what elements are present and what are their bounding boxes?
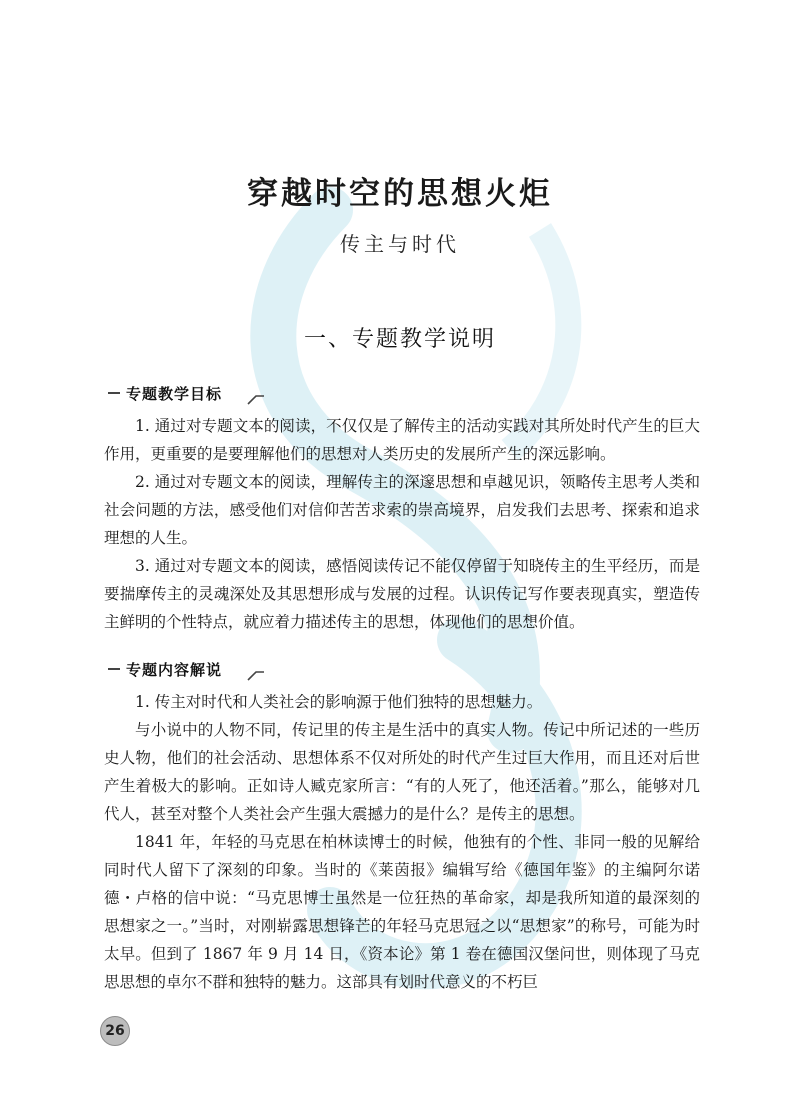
goals-section (104, 412, 700, 636)
tag-dash-icon (108, 668, 120, 670)
tag-hook-icon (246, 392, 266, 406)
goal-paragraph-2: 2. 通过对专题文本的阅读，理解传主的深邃思想和卓越见识，领略传主思考人类和社会问题的方法，感受他们对信仰苦苦求索的崇高境界，启发我们去思考、探索和追求理想的人生。 (104, 473, 700, 547)
page-number-badge: 26 (100, 1016, 130, 1046)
tag-teaching-goals (104, 378, 254, 408)
tag-teaching-goals-label: 专题教学目标 (126, 384, 223, 403)
goal-paragraph-1: 1. 通过对专题文本的阅读，不仅仅是了解传主的活动实践对其所处时代产生的巨大作用，更重要的是要理解他们的思想对人类历史的发展所产生的深远影响。 (104, 417, 700, 463)
tag-dash-icon (108, 392, 120, 394)
content-paragraph-3: 1841 年，年轻的马克思在柏林读博士的时候，他独有的个性、非同一般的见解给同时代人留下了深刻的印象。当时的《莱茵报》编辑写给《德国年鉴》的主编阿尔诺德・卢格的信中说：“马克思博士虽然是一位狂热的革命家，却是我所知道的最深刻的思想家之一。”当时，对刚崭露思想锋芒的年轻马克思冠之以“思想家”的称号，可能为时太早。但到了 1867 年 9 月 14 日，《资本论》第 1 卷在德国汉堡问世，则体现了马克思思想的卓尔不群和独特的魅力。这部具有划时代意义的不朽巨 (104, 833, 700, 991)
tag-content-explanation-label: 专题内容解说 (126, 660, 223, 679)
tag-hook-icon (246, 668, 266, 682)
page-subtitle: 传主与时代 (340, 232, 460, 256)
content-section (104, 688, 700, 996)
goal-paragraph-3: 3. 通过对专题文本的阅读，感悟阅读传记不能仅停留于知晓传主的生平经历，而是要揣摩传主的灵魂深处及其思想形成与发展的过程。认识传记写作要表现真实，塑造传主鲜明的个性特点，就应着力描述传主的思想，体现他们的思想价值。 (104, 557, 700, 631)
content-paragraph-2: 与小说中的人物不同，传记里的传主是生活中的真实人物。传记中所记述的一些历史人物，他们的社会活动、思想体系不仅对所处的时代产生过巨大作用，而且还对后世产生着极大的影响。正如诗人臧克家所言：“有的人死了，他还活着。”那么，能够对几代人，甚至对整个人类社会产生强大震撼力的是什么？是传主的思想。 (104, 721, 700, 823)
content-paragraph-1: 1. 传主对时代和人类社会的影响源于他们独特的思想魅力。 (135, 693, 543, 711)
section-heading: 一、专题教学说明 (303, 327, 496, 352)
page-title: 穿越时空的思想火炬 (247, 176, 553, 212)
tag-content-explanation (104, 654, 254, 684)
